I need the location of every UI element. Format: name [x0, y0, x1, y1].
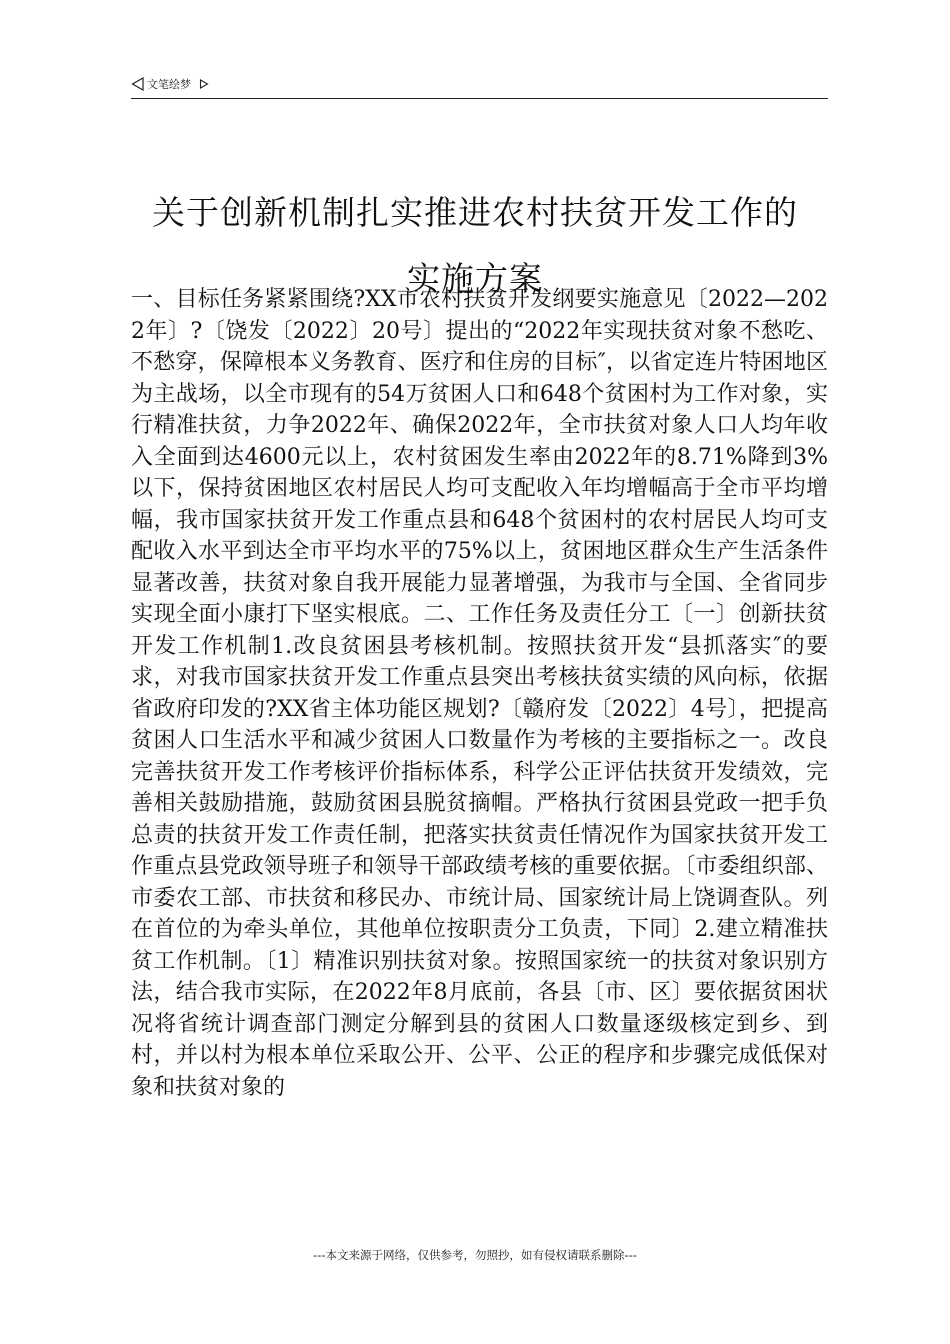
- body-paragraph: 一、目标任务紧紧围绕?XX市农村扶贫开发纲要实施意见〔2022—2022年〕?〔饶发〔2022〕20号〕提出的“2022年实现扶贫对象不愁吃、不愁穿，保障根本义务教育、医疗和住房的目标″，以省定连片特困地区为主战场，以全市现有的54万贫困人口和648个贫困村为工作对象，实行精准扶贫，力争2022年、确保2022年，全市扶贫对象人口人均年收入全面到达4600元以上，农村贫困发生率由2022年的8.71%降到3%以下，保持贫困地区农村居民人均可支配收入年均增幅高于全市平均增幅，我市国家扶贫开发工作重点县和648个贫困村的农村居民人均可支配收入水平到达全市平均水平的75%以上，贫困地区群众生产生活条件显著改善，扶贫对象自我开展能力显著增强，为我市与全国、全省同步实现全面小康打下坚实根底。二、工作任务及责任分工〔一〕创新扶贫开发工作机制1.改良贫困县考核机制。按照扶贫开发“县抓落实″的要求，对我市国家扶贫开发工作重点县突出考核扶贫实绩的风向标，依据省政府印发的?XX省主体功能区规划?〔赣府发〔2022〕4号〕，把提高贫困人口生活水平和减少贫困人口数量作为考核的主要指标之一。改良完善扶贫开发工作考核评价指标体系，科学公正评估扶贫开发绩效，完善相关鼓励措施，鼓励贫困县脱贫摘帽。严格执行贫困县党政一把手负总责的扶贫开发工作责任制，把落实扶贫责任情况作为国家扶贫开发工作重点县党政领导班子和领导干部政绩考核的重要依据。〔市委组织部、市委农工部、市扶贫和移民办、市统计局、国家统计局上饶调查队。列在首位的为牵头单位，其他单位按职责分工负责，下同〕2.建立精准扶贫工作机制。〔1〕精准识别扶贫对象。按照国家统一的扶贫对象识别方法，结合我市实际，在2022年8月底前，各县〔市、区〕要依据贫困状况将省统计调查部门测定分解到县的贫困人口数量逐级核定到乡、到村，并以村为根本单位采取公开、公平、公正的程序和步骤完成低保对象和扶贫对象的: [131, 287, 828, 1100]
- header-brand-row: [131, 76, 828, 92]
- page-header: [131, 76, 828, 99]
- title-line-1: 关于创新机制扎实推进农村扶贫开发工作的: [152, 193, 798, 232]
- header-brand: 文笔绘梦: [147, 78, 191, 91]
- right-triangle-outline-icon: [199, 79, 209, 89]
- left-triangle-outline-icon: [131, 77, 145, 91]
- footer-disclaimer: ---本文来源于网络，仅供参考，勿照抄，如有侵权请联系删除---: [313, 1248, 637, 1262]
- title-line-2: 实施方案: [407, 259, 543, 298]
